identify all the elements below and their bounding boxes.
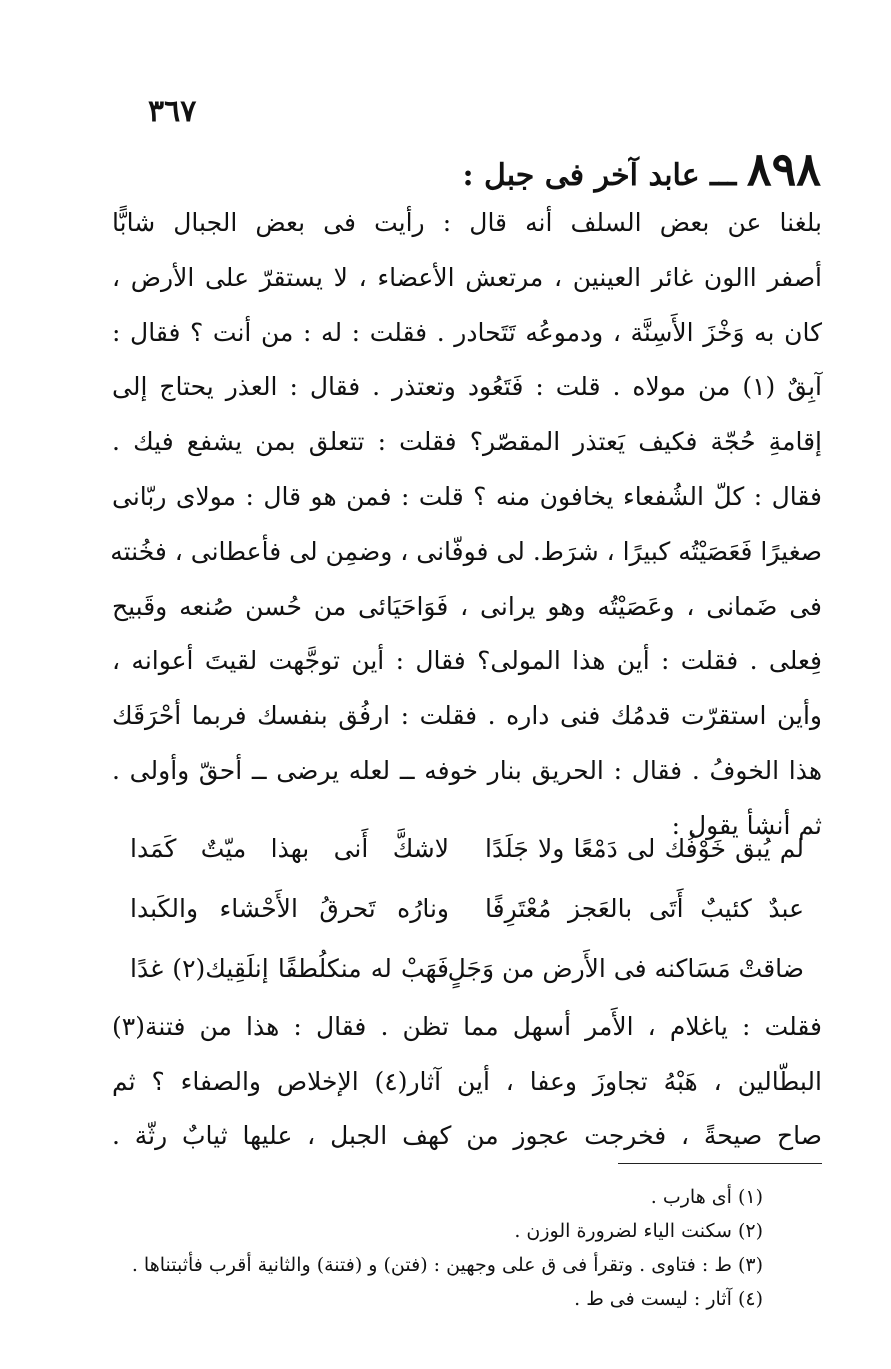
verse-first-hemistich: عبدٌ كئيبٌ أَتَى بالعَجز مُعْتَرِفًا [485, 893, 804, 923]
text-line: أصفر االون غائر العينين ، مرتعش الأعضاء ، لا يستقرّ على الأرض ، [112, 262, 822, 292]
verse-first-hemistich: لم يُبق خَوْفُك لى دَمْعًا ولا جَلَدًا [485, 833, 804, 863]
footnote: (١) أى هارب . [650, 1186, 763, 1208]
text-line: آبِقٌ (١) من مولاه . قلت : فَتَعُود وتعتذر . فقال : العذر يحتاج إلى [112, 372, 822, 402]
page-number: ٣٦٧ [148, 94, 197, 129]
text-line: فِعلى . فقلت : أين هذا المولى؟ فقال : أين توجَّهت لقيتَ أعوانه ، [112, 646, 822, 676]
text-line: صاح صيحةً ، فخرجت عجوز من كهف الجبل ، عليها ثيابٌ رثّة . [112, 1121, 822, 1150]
paragraph-2 [112, 1000, 822, 1164]
paragraph-1 [112, 196, 822, 854]
section-number: ٨٩٨ [746, 142, 821, 196]
poem [112, 818, 822, 998]
text-line: إقامةِ حُجّة فكيف يَعتذر المقصّر؟ فقلت : تتعلق بمن يشفع فيك . [112, 427, 822, 457]
text-line: بلغنا عن بعض السلف أنه قال : رأيت فى بعض الجبال شابًّا [112, 208, 822, 237]
text-line: فقلت : ياغلام ، الأَمر أسهل مما تظن . فقال : هذا من فتنة(٣) [112, 1012, 822, 1041]
footnote-separator [618, 1163, 822, 1164]
verse-second-hemistich: ونارُه تَحرقُ الأَحْشاء والكَبدا [130, 893, 449, 923]
verse-first-hemistich: ضاقتْ مَسَاكنه فى الأَرض من وَجَلٍ [447, 953, 804, 983]
section-heading [81, 142, 821, 196]
footnote: (٤) آثار : ليست فى ط . [574, 1288, 763, 1310]
text-line: البطّالين ، هَبْهُ تجاوزَ وعفا ، أين آثار(٤) الإخلاص والصفاء ؟ ثم [112, 1066, 823, 1096]
section-title: ـــ عابد آخر فى جبل : [462, 158, 737, 193]
text-line: صغيرًا فَعَصَيْتُه كبيرًا ، شرَط. لى فوفّانى ، وضمِن لى فأعطانى ، فخُنته [110, 536, 822, 566]
footnote: (٢) سكنت الياء لضرورة الوزن . [514, 1220, 763, 1242]
footnotes [123, 1180, 763, 1316]
poem-verse [112, 938, 822, 998]
text-line: ثم أنشأ يقول : [671, 810, 822, 840]
text-line: هذا الخوفُ . فقال : الحريق بنار خوفه ــ لعله يرضى ــ أحقّ وأولى . [112, 755, 822, 785]
text-line: كان به وَخْزَ الأَسِنَّة ، ودموعُه تَتَحادر . فقلت : له : من أنت ؟ فقال : [112, 317, 822, 347]
verse-second-hemistich: فَهَبْ له منكلُطفًا إنلَقِيك(٢) غدًا [130, 953, 449, 983]
text-line: فى ضَمانى ، وعَصَيْتُه وهو يرانى ، فَوَاحَيَائى من حُسن صُنعه وقَبيح [112, 591, 822, 621]
poem-verse [112, 818, 822, 878]
poem-verse [112, 878, 822, 938]
text-line: فقال : كلّ الشُفعاء يخافون منه ؟ قلت : فمن هو قال : مولاى ربّانى [112, 481, 822, 511]
text-line: وأين استقرّت قدمُك فنى داره . فقلت : ارفُق بنفسك فربما أحْرَقَك [112, 701, 822, 731]
footnote: (٣) ط : فتاوى . وتقرأ فى ق على وجهين : (فتن) و (فتنة) والثانية أقرب فأثبتناها . [131, 1254, 763, 1276]
verse-second-hemistich: لاشكَّ أَنى بهذا ميّتٌ كَمَدا [130, 833, 449, 863]
